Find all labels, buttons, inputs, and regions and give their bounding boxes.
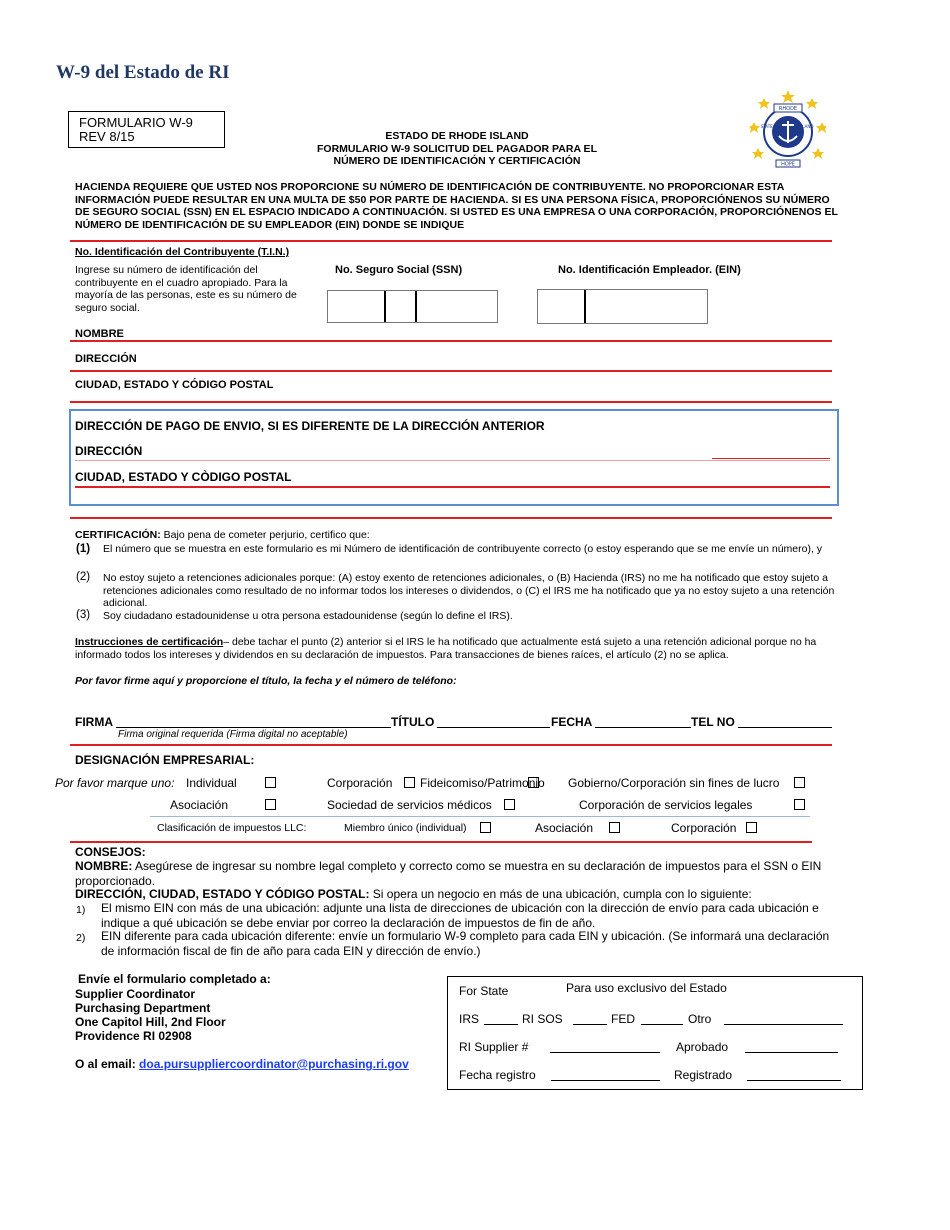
certification-label: CERTIFICACIÓN:: [75, 529, 161, 541]
llc-corporacion-label: Corporación: [671, 821, 737, 835]
aprobado-label: Aprobado: [676, 1040, 729, 1054]
tip-item-1-num: 1): [76, 904, 86, 916]
fideicomiso-label: Fideicomiso/Patrimonio: [420, 776, 545, 790]
gobierno-label: Gobierno/Corporación sin fines de lucro: [568, 776, 780, 790]
individual-label: Individual: [186, 776, 237, 790]
cert-item-3-text: Soy ciudadano estadounidense u otra persona estadounidense (según lo define el IRS).: [103, 610, 513, 622]
tips-heading: CONSEJOS:: [75, 845, 146, 859]
fecha-input-line[interactable]: [595, 727, 691, 728]
direccion-input-line[interactable]: [70, 370, 832, 372]
fecha-label: FECHA: [551, 715, 593, 729]
tel-label: TEL NO: [691, 715, 735, 729]
header-line2: FORMULARIO W-9 SOLICITUD DEL PAGADOR PARA EL: [317, 142, 597, 155]
seal-text-bottom: HOPE: [781, 161, 795, 168]
fecha-registro-input-line[interactable]: [551, 1080, 660, 1081]
firma-input-line[interactable]: [116, 727, 391, 728]
cert-item-3-num: (3): [76, 609, 91, 621]
certification-instructions-label: Instrucciones de certificación: [75, 636, 224, 648]
state-use-heading: Para uso exclusivo del Estado: [566, 981, 727, 995]
fecha-registro-label: Fecha registro: [459, 1068, 536, 1082]
cert-item-2-text: No estoy sujeto a retenciones adicionales porque: (A) estoy exento de retenciones adicionales, o (B) Hacienda (IRS) no me ha notificado que estoy sujeto a retenciones adicionales como resultado de no informar todos los intereses o dividendos, o (C) el IRS me ha notificado que ya no estoy sujeto a una retención adicional.: [103, 572, 835, 610]
supplier-input-line[interactable]: [550, 1052, 660, 1053]
tips-direccion-text: Si opera un negocio en más de una ubicación, cumpla con lo siguiente:: [369, 887, 752, 901]
servicios-legales-label: Corporación de servicios legales: [579, 798, 753, 812]
servicios-medicos-label: Sociedad de servicios médicos: [327, 798, 492, 812]
for-state-label: For State: [459, 984, 509, 998]
gobierno-checkbox[interactable]: [794, 777, 805, 788]
otro-input-line[interactable]: [724, 1024, 843, 1025]
corporacion-checkbox[interactable]: [404, 777, 415, 788]
tel-input-line[interactable]: [738, 727, 832, 728]
fideicomiso-checkbox[interactable]: [528, 777, 539, 788]
registrado-input-line[interactable]: [747, 1080, 841, 1081]
registrado-label: Registrado: [674, 1068, 733, 1082]
nombre-label: NOMBRE: [75, 328, 124, 340]
ssn-label: No. Seguro Social (SSN): [335, 264, 463, 276]
irs-input-line[interactable]: [484, 1024, 518, 1025]
divider: [150, 816, 810, 817]
ein-input[interactable]: [537, 289, 708, 324]
form-id-line2: REV 8/15: [79, 129, 135, 144]
cert-item-2-num: (2): [76, 571, 91, 583]
tip-item-2-text: EIN diferente para cada ubicación diferente: envíe un formulario W-9 completo para cada EIN y ubicación. (Se informará una declaración de información fiscal de fin de año para cada EIN y dirección de envío.): [101, 929, 830, 958]
titulo-input-line[interactable]: [437, 727, 550, 728]
llc-asociacion-label: Asociación: [535, 821, 594, 835]
individual-checkbox[interactable]: [265, 777, 276, 788]
tips-direccion: [75, 887, 845, 902]
seal-text-right: ISLAND: [798, 124, 814, 129]
cert-item-1-text: El número que se muestra en este formulario es mi Número de identificación de contribuyente correcto (o estoy esperando que se me envíe un número), y: [103, 543, 823, 555]
payment-address-heading: DIRECCIÓN DE PAGO DE ENVIO, SI ES DIFERENTE DE LA DIRECCIÓN ANTERIOR: [75, 419, 545, 433]
ein-label: No. Identificación Empleador. (EIN): [558, 264, 741, 276]
corporacion-label: Corporación: [327, 776, 393, 790]
payment-direccion-input-line[interactable]: [75, 460, 830, 461]
sign-prompt: Por favor firme aquí y proporcione el título, la fecha y el número de teléfono:: [75, 675, 457, 687]
mail-to-heading: Envíe el formulario completado a:: [78, 972, 271, 986]
asociacion-checkbox[interactable]: [265, 799, 276, 810]
divider: [70, 841, 812, 843]
cert-item-1-num: (1): [76, 543, 91, 555]
firma-label: FIRMA: [75, 715, 113, 729]
tip-item-1-text: El mismo EIN con más de una ubicación: adjunte una lista de direcciones de ubicación con la dirección de envío para cada ubicación e indique a qué ubicación se debe enviar por correo la declaración de impuestos de fin de año.: [101, 901, 819, 930]
nombre-input-line[interactable]: [70, 340, 832, 342]
payment-ciudad-input-line[interactable]: [75, 486, 830, 488]
certification-intro: [75, 529, 370, 542]
tips-nombre-text: Asegúrese de ingresar su nombre legal completo y correcto como se muestra en su declaración de impuestos para el SSN o EIN proporcionado.: [75, 859, 822, 888]
payment-direccion-label: DIRECCIÓN: [75, 444, 143, 458]
ciudad-input-line[interactable]: [70, 401, 832, 403]
intro-notice: HACIENDA REQUIERE QUE USTED NOS PROPORCIONE SU NÚMERO DE IDENTIFICACIÓN DE CONTRIBUYENTE. NO PROPORCIONAR ESTA INFORMACIÓN PUEDE RESULTAR EN UNA MULTA DE $50 POR PARTE DE HACIENDA. SI ES UNA PERSONA FÍSICA, PROPORCIÓNENOS SU NÚMERO DE SEGURO SOCIAL (SSN) EN EL ESPACIO INDICADO A CONTINUACIÓN. SI USTED ES UNA EMPRESA O UNA CORPORACIÓN, PROPORCIÓNENOS EL NÚMERO DE IDENTIFICACIÓN DE SU EMPLEADOR (EIN) DONDE SE INDIQUE: [75, 181, 838, 231]
mail-to-line-4: Providence RI 02908: [75, 1029, 192, 1043]
otro-label: Otro: [688, 1012, 712, 1026]
llc-asociacion-checkbox[interactable]: [609, 822, 620, 833]
certification-intro-text: Bajo pena de cometer perjurio, certifico que:: [160, 529, 370, 541]
aprobado-input-line[interactable]: [745, 1052, 838, 1053]
seal-text-left: STATE OF: [760, 124, 780, 129]
tips-nombre: [75, 859, 845, 888]
header-line1: ESTADO DE RHODE ISLAND: [385, 130, 529, 142]
llc-single-label: Miembro único (individual): [344, 822, 467, 834]
signature-note: Firma original requerida (Firma digital no aceptable): [118, 729, 348, 740]
seal-text-top: RHODE: [778, 106, 798, 112]
asociacion-label: Asociación: [170, 798, 229, 812]
divider: [70, 744, 832, 746]
page-title: W-9 del Estado de RI: [56, 62, 230, 83]
ri-sos-input-line[interactable]: [573, 1024, 607, 1025]
email-line: [75, 1057, 409, 1072]
business-heading: DESIGNACIÓN EMPRESARIAL:: [75, 753, 255, 767]
servicios-medicos-checkbox[interactable]: [504, 799, 515, 810]
divider: [70, 517, 832, 519]
mail-to-line-1: Supplier Coordinator: [75, 987, 195, 1001]
tips-direccion-label: DIRECCIÓN, CIUDAD, ESTADO Y CÓDIGO POSTAL:: [75, 887, 370, 901]
direccion-label: DIRECCIÓN: [75, 353, 137, 365]
fed-label: FED: [611, 1012, 635, 1026]
business-prompt: Por favor marque uno:: [55, 776, 175, 790]
ri-sos-label: RI SOS: [522, 1012, 563, 1026]
llc-label: Clasificación de impuestos LLC:: [157, 822, 307, 834]
form-id-box: [68, 111, 225, 148]
llc-single-checkbox[interactable]: [480, 822, 491, 833]
irs-label: IRS: [459, 1012, 480, 1026]
fed-input-line[interactable]: [641, 1024, 683, 1025]
header-line3: NÚMERO DE IDENTIFICACIÓN Y CERTIFICACIÓN: [333, 155, 581, 167]
form-header: [270, 130, 644, 168]
tin-instructions: Ingrese su número de identificación del contribuyente en el cuadro apropiado. Para la mayoría de las personas, este es su número de seguro social.: [75, 264, 297, 314]
supplier-label: RI Supplier #: [459, 1040, 529, 1054]
tip-item-2-num: 2): [76, 932, 86, 944]
tips-nombre-label: NOMBRE:: [75, 859, 133, 873]
certification-instructions: [75, 636, 841, 661]
payment-ciudad-label: CIUDAD, ESTADO Y CÒDIGO POSTAL: [75, 470, 292, 484]
form-id-line1: FORMULARIO W-9: [79, 115, 193, 130]
mail-to-line-3: One Capitol Hill, 2nd Floor: [75, 1015, 226, 1029]
email-link[interactable]: doa.pursuppliercoordinator@purchasing.ri.gov: [139, 1057, 409, 1071]
state-seal-icon: [750, 88, 826, 174]
mail-to-line-2: Purchasing Department: [75, 1001, 211, 1015]
ssn-input[interactable]: [327, 290, 498, 323]
titulo-label: TÍTULO: [391, 715, 435, 729]
llc-corporacion-checkbox[interactable]: [746, 822, 757, 833]
servicios-legales-checkbox[interactable]: [794, 799, 805, 810]
certification-instructions-text: – debe tachar el punto (2) anterior si el IRS le ha notificado que actualmente está sujeto a una retención adicional porque no ha informado todos los intereses y dividendos en su declaración de impuestos. Para transacciones de bienes raíces, el artículo (2) no se aplica.: [75, 636, 817, 661]
ciudad-label: CIUDAD, ESTADO Y CÓDIGO POSTAL: [75, 379, 274, 391]
tin-heading: No. Identificación del Contribuyente (T.I.N.): [75, 246, 290, 258]
divider: [70, 240, 832, 242]
email-label: O al email:: [75, 1057, 140, 1071]
